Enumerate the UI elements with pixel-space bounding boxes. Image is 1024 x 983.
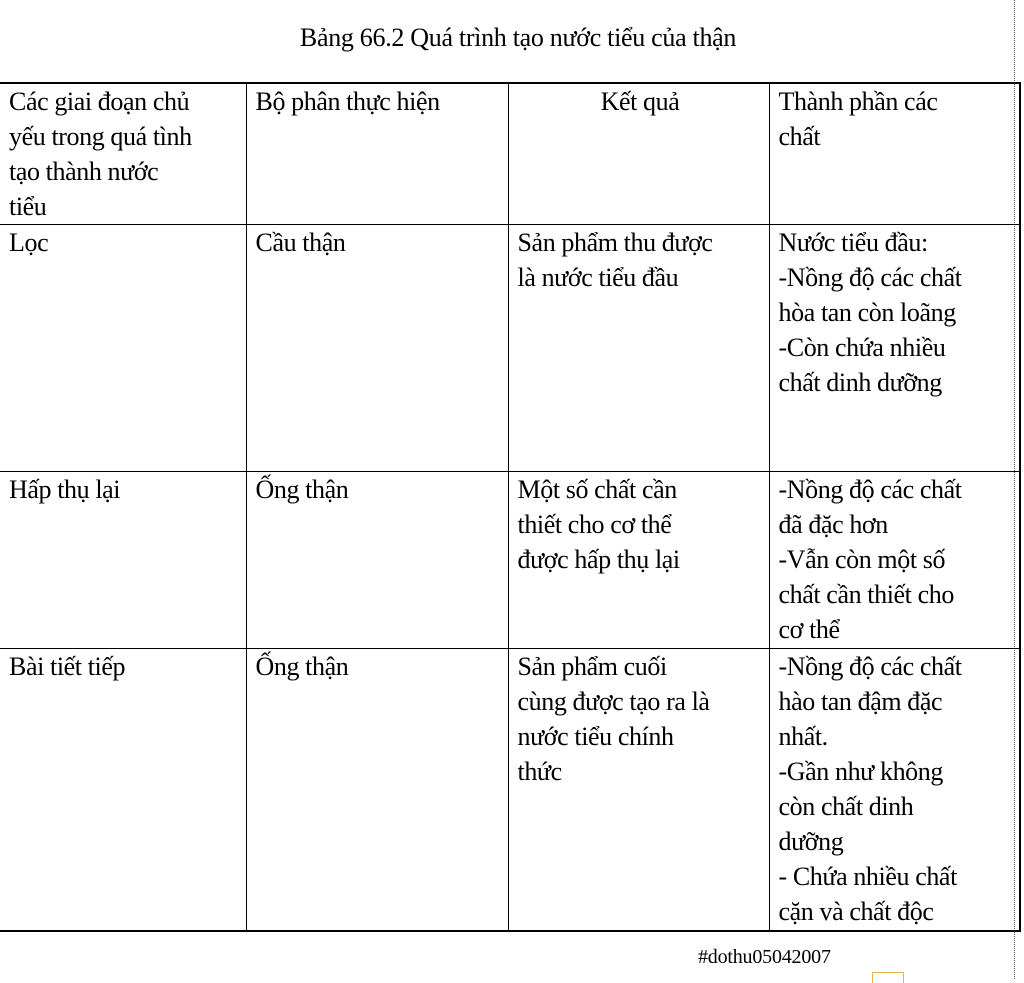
cell-part: Ống thận [246,649,508,932]
table-row [0,472,1020,649]
cell-composition: Nước tiểu đầu: -Nồng độ các chất hòa tan còn loãng -Còn chứa nhiều chất dinh dưỡng [769,225,1020,472]
header-stage: Các giai đoạn chủ yếu trong quá tình tạo thành nước tiểu [0,83,246,225]
cell-result: Sản phẩm thu được là nước tiểu đầu [508,225,769,472]
cell-result: Một số chất cần thiết cho cơ thể được hấp thụ lại [508,472,769,649]
cell-composition: -Nồng độ các chất hào tan đậm đặc nhất. -Gần như không còn chất dinh dưỡng - Chứa nhiều chất cặn và chất độc [769,649,1020,932]
cell-result: Sản phẩm cuối cùng được tạo ra là nước tiểu chính thức [508,649,769,932]
cell-part: Cầu thận [246,225,508,472]
table-caption: Bảng 66.2 Quá trình tạo nước tiểu của thận [299,23,737,52]
hashtag-signature: #dothu05042007 [698,946,831,968]
header-composition: Thành phần các chất [769,83,1020,225]
cell-stage: Hấp thụ lại [0,472,246,649]
cell-composition: -Nồng độ các chất đã đặc hơn -Vẫn còn một số chất cần thiết cho cơ thể [769,472,1020,649]
cell-stage: Bài tiết tiếp [0,649,246,932]
kidney-urine-process-table [0,82,1021,932]
table-header-row [0,83,1020,225]
header-part: Bộ phân thực hiện [246,83,508,225]
table-row [0,225,1020,472]
cell-stage: Lọc [0,225,246,472]
header-result: Kết quả [508,83,769,225]
cell-part: Ống thận [246,472,508,649]
corner-marker [872,972,904,983]
table-row [0,649,1020,932]
